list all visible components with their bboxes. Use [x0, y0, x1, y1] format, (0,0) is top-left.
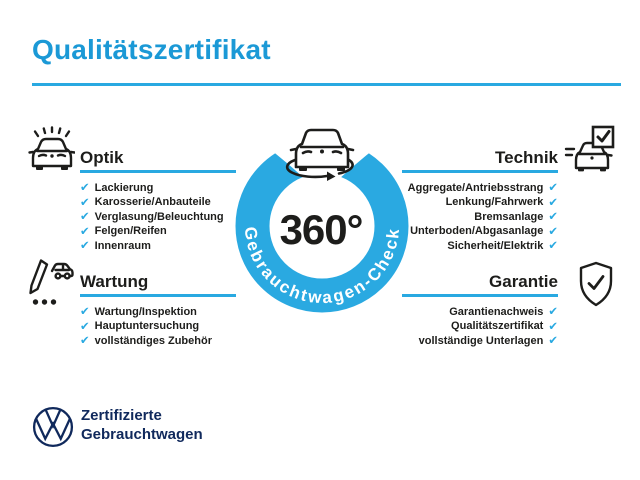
vw-logo: [32, 406, 74, 448]
check-item-label: Karosserie/Anbauteile: [94, 196, 211, 209]
check-item: [402, 319, 558, 334]
shield-check-icon: [576, 260, 616, 310]
section-rule: [80, 170, 236, 173]
check-item: [402, 239, 558, 254]
check-icon: ✔: [548, 180, 558, 194]
check-item: [402, 195, 558, 210]
section-heading-garantie: Garantie: [489, 272, 558, 291]
section-optik: [80, 147, 236, 253]
check-item-label: vollständige Unterlagen: [418, 334, 544, 347]
car-checkbox-icon: [564, 125, 616, 175]
check-item: [80, 210, 236, 225]
check-item-label: Garantienachweis: [449, 305, 544, 318]
check-icon: ✔: [548, 238, 558, 252]
check-item-label: Aggregate/Antriebsstrang: [407, 181, 544, 194]
check-icon: ✔: [548, 194, 558, 209]
page-title: Qualitätszertifikat: [32, 34, 271, 65]
section-rule: [80, 294, 236, 297]
section-garantie: [402, 271, 558, 348]
check-icon: ✔: [80, 333, 90, 347]
check-item-label: Bremsanlage: [474, 210, 544, 223]
check-icon: ✔: [80, 238, 90, 252]
section-heading-wartung: Wartung: [80, 272, 149, 291]
360-badge: [232, 115, 412, 315]
section-technik: [402, 147, 558, 253]
check-item-label: vollständiges Zubehör: [94, 334, 212, 347]
check-item: [402, 181, 558, 196]
check-icon: ✔: [80, 194, 90, 209]
section-wartung: [80, 271, 236, 348]
check-icon: ✔: [80, 223, 90, 238]
check-item: [80, 239, 236, 254]
check-icon: ✔: [80, 209, 90, 223]
check-icon: ✔: [548, 304, 558, 318]
check-item: [402, 305, 558, 320]
check-item-label: Hauptuntersuchung: [94, 320, 200, 333]
badge-ring-label: Gebrauchtwagen-Check: [240, 225, 404, 308]
check-item-label: Innenraum: [94, 239, 151, 252]
pencil-checklist-car-icon: [25, 257, 75, 309]
check-icon: ✔: [80, 304, 90, 318]
check-icon: ✔: [548, 333, 558, 347]
check-item: [80, 319, 236, 334]
check-item-label: Sicherheit/Elektrik: [447, 239, 544, 252]
check-item-label: Felgen/Reifen: [94, 225, 167, 238]
check-icon: ✔: [80, 180, 90, 194]
section-rule: [402, 170, 558, 173]
section-heading-technik: Technik: [495, 148, 558, 167]
brand-text: [81, 407, 381, 444]
check-icon: ✔: [80, 318, 90, 333]
title-divider: [32, 83, 621, 86]
check-item: [80, 224, 236, 239]
check-item-label: Verglasung/Beleuchtung: [94, 210, 224, 223]
check-item: [80, 195, 236, 210]
check-item-label: Lackierung: [94, 181, 154, 194]
check-item-label: Unterboden/Abgasanlage: [410, 225, 544, 238]
check-item: [402, 224, 558, 239]
brand-line2: Gebrauchtwagen: [81, 425, 203, 443]
check-item-label: Qualitätszertifikat: [451, 320, 544, 333]
check-icon: ✔: [548, 223, 558, 238]
section-rule: [402, 294, 558, 297]
check-item-label: Wartung/Inspektion: [94, 305, 197, 318]
check-item: [80, 181, 236, 196]
brand-line1: Zertifizierte: [81, 407, 162, 424]
check-icon: ✔: [548, 318, 558, 333]
check-item-label: Lenkung/Fahrwerk: [445, 196, 544, 209]
check-item: [80, 334, 236, 349]
check-item: [402, 334, 558, 349]
badge-degree-text: 360°: [279, 206, 363, 253]
check-icon: ✔: [548, 209, 558, 223]
check-item: [80, 305, 236, 320]
sparkling-car-icon: [27, 126, 75, 176]
section-heading-optik: Optik: [80, 148, 124, 167]
check-item: [402, 210, 558, 225]
